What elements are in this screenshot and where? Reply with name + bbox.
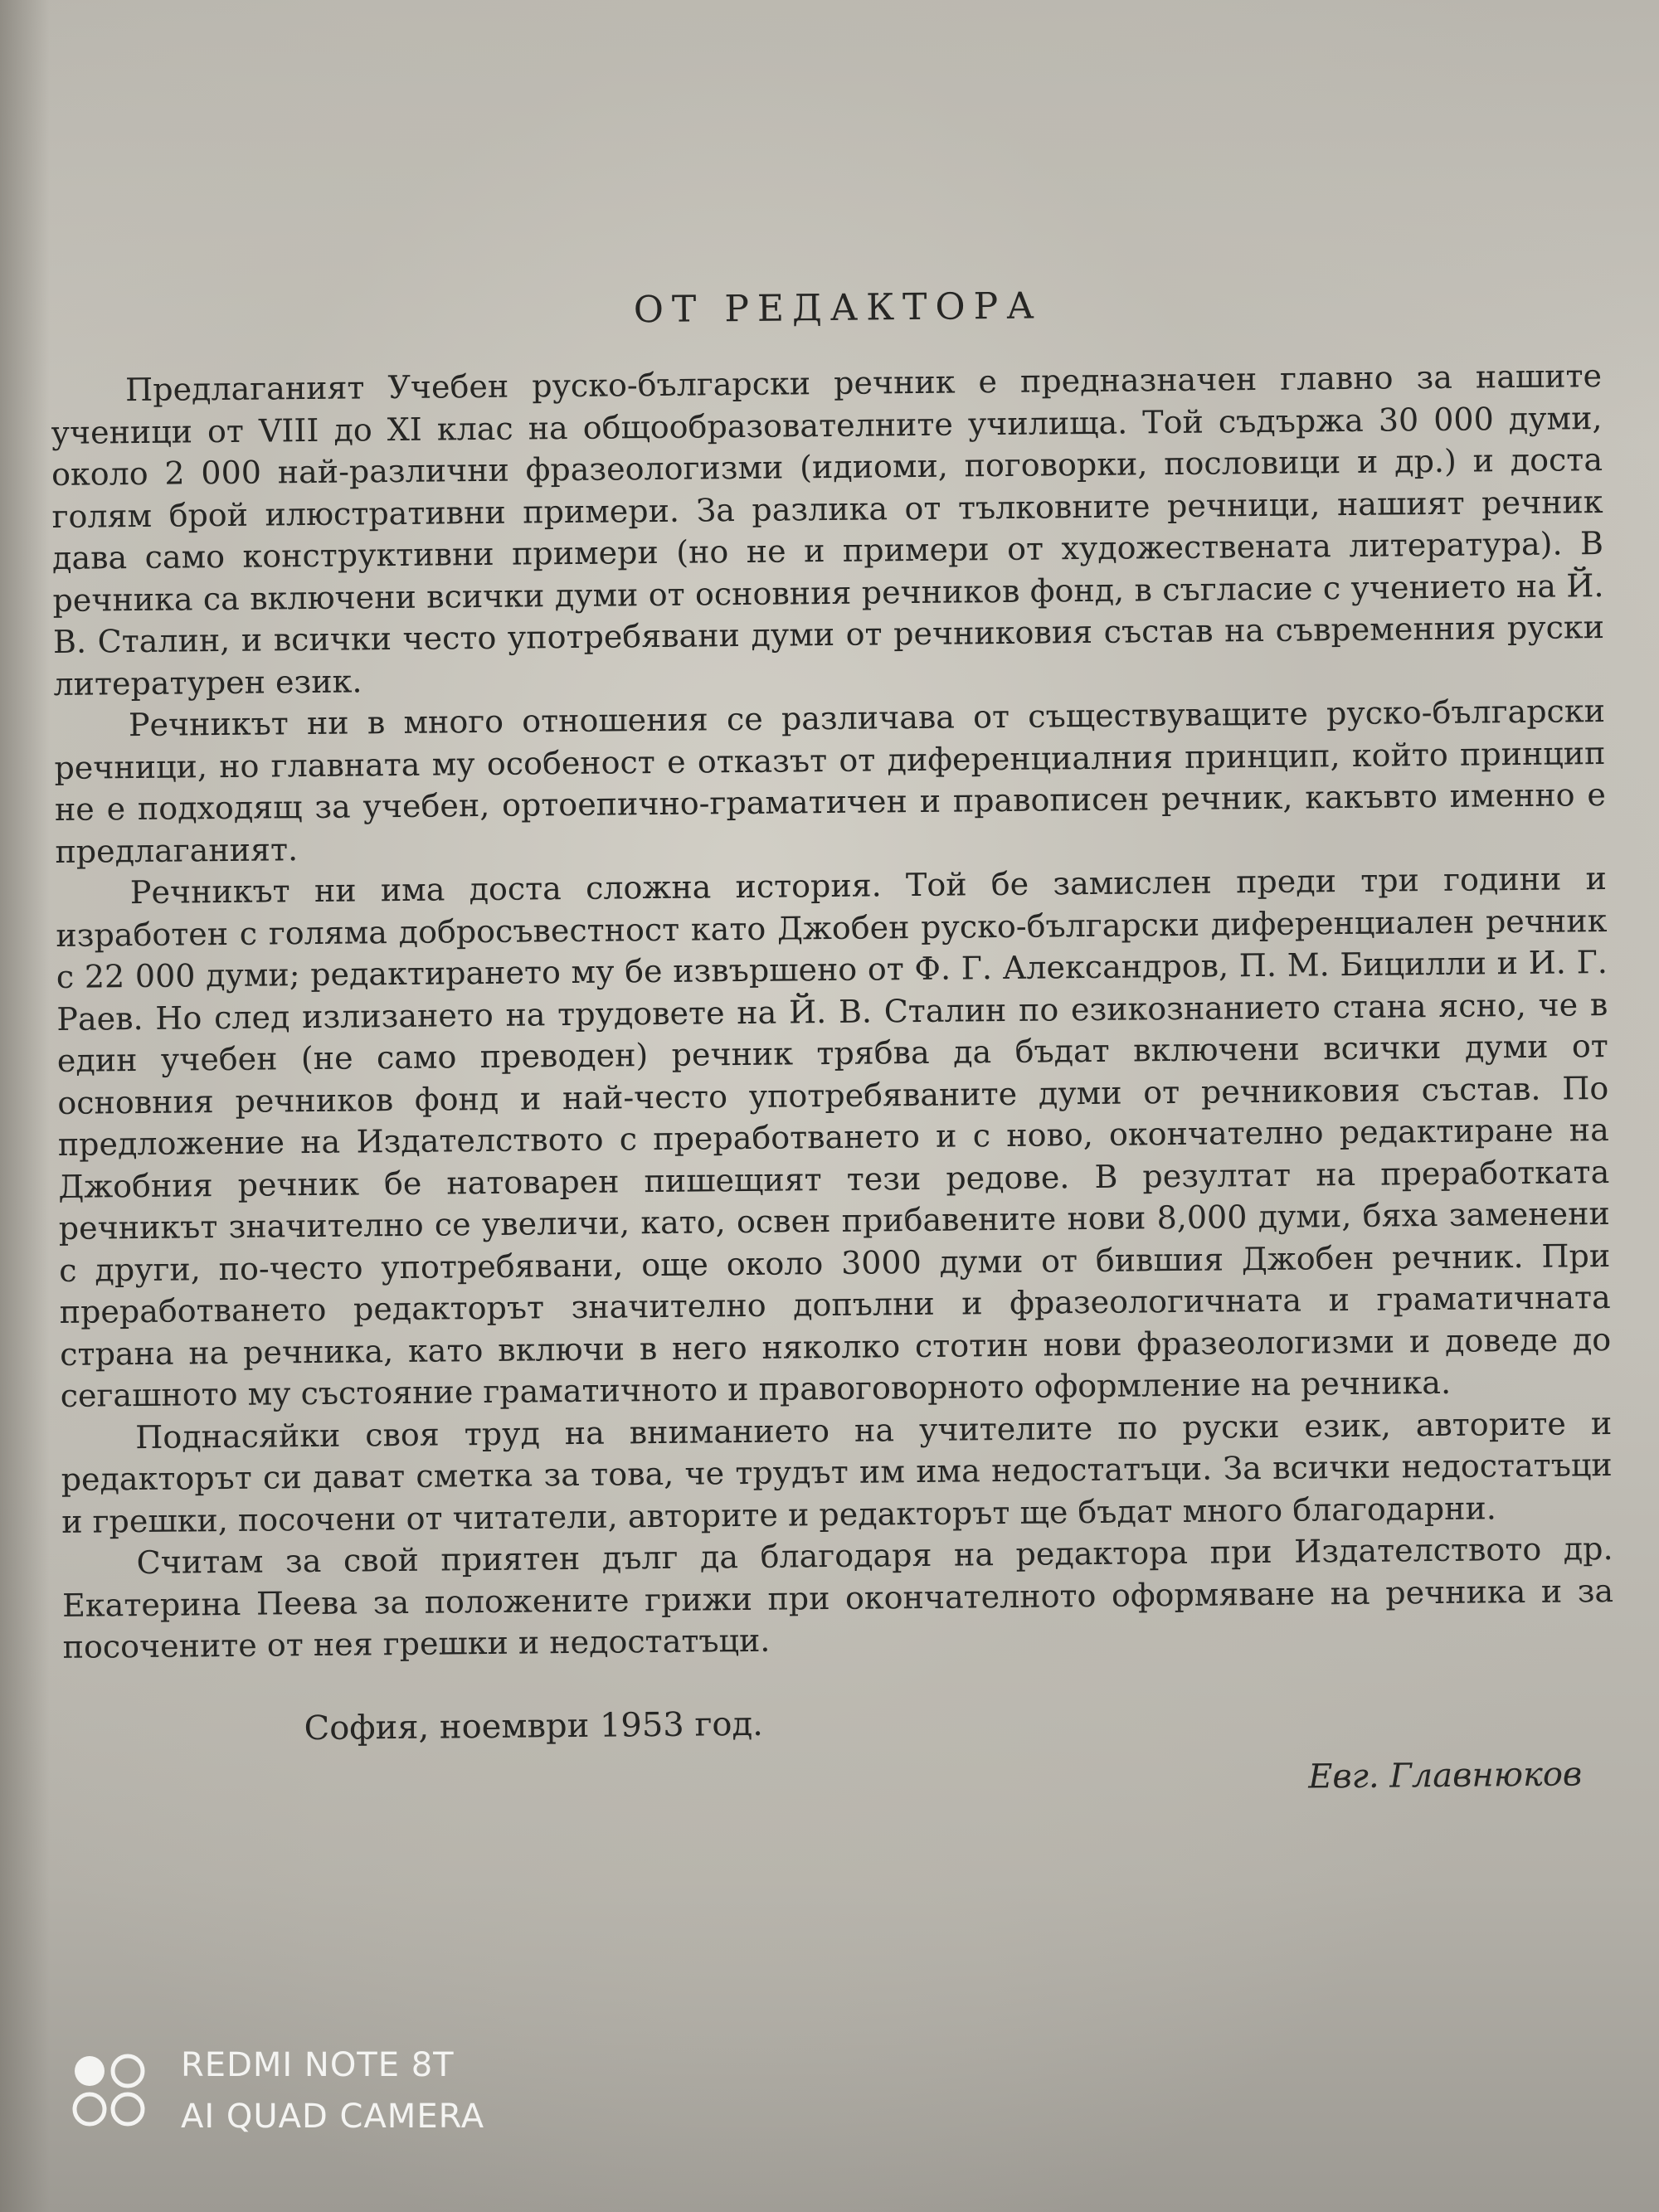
place-and-date: София, ноември 1953 год. — [304, 1704, 764, 1748]
page-text-block — [50, 280, 1615, 1807]
paragraph-4: Поднасяйки своя труд на вниманието на учителите по руски език, авторите и редакторът си дават сметка за това, че трудът им има недостатъци. За всички недостатъци и грешки, посочени от читатели, авторите и редакторът ще бъдат много благодарни. — [61, 1404, 1613, 1540]
page-edge-shadow — [0, 0, 50, 2212]
editor-signature: Евг. Главнюков — [1307, 1754, 1583, 1796]
paragraph-5: Считам за свой приятен дълг да благодаря на редактора при Издателството др. Екатерина Пеева за положените грижи при окончателното оформяване на речника и за посочените от нея грешки и недостатъци. — [61, 1529, 1614, 1665]
watermark-camera: AI QUAD CAMERA — [181, 2098, 485, 2136]
watermark-model: REDMI NOTE 8T — [181, 2046, 455, 2084]
camera-watermark — [70, 2045, 484, 2137]
paragraph-3: Речникът ни има доста сложна история. Той бе замислен преди три години и изработен с голяма добросъвестност като Джобен руско-български диференциален речник с 22 000 думи; редактирането му бе извършено от Ф. Г. Александров, П. М. Бицилли и И. Г. Раев. Но след излизането на трудовете на Й. В. Сталин по езикознанието стана ясно, че в един учебен (не само преводен) речник трябва да бъдат включени всички думи от основния речников фонд и най-често употребяваните думи от речниковия състав. По предложение на Издателството с преработването и с ново, окончателно редактиране на Джобния речник бе натоварен пишещият тези редове. В резултат на преработката речникът значително се увеличи, като, освен прибавените нови 8,000 думи, бяха заменени с други, по-често употребявани, още около 3000 думи от бившия Джобен речник. При преработването редакторът значително допълни и фразеологичната и граматичната страна на речника, като включи в него няколко стотин нови фразеологизми и доведе до сегашното му състояние граматичното и правоговорното оформление на речника. — [56, 860, 1612, 1414]
paragraph-2: Речникът ни в много отношения се различава от съществуващите руско-български речници, но главната му особеност е отказът от диференциалния принцип, който принцип не е подходящ за учебен, ортоепично-граматичен и правописен речник, какъвто именно е предлаганият. — [54, 693, 1607, 870]
page-heading: ОТ РЕДАКТОРА — [633, 284, 1043, 332]
camera-lens-logo-icon — [70, 2051, 149, 2131]
paragraph-1: Предлаганият Учебен руско-български речник е предназначен главно за нашите ученици от VIII до XI клас на общообразователните училища. Той съдържа 30 000 думи, около 2 000 най-различни фразеологизми (идиоми, поговорки, пословици и др.) и доста голям брой илюстративни примери. За разлика от тълковните речници, нашият речник дава само конструктивни примери (но не и примери от художествената литература). В речника са включени всички думи от основния речников фонд, в съгласие с учението на Й. В. Сталин, и всички често употребявани думи от речниковия състав на съвременния руски литературен език. — [51, 357, 1605, 702]
